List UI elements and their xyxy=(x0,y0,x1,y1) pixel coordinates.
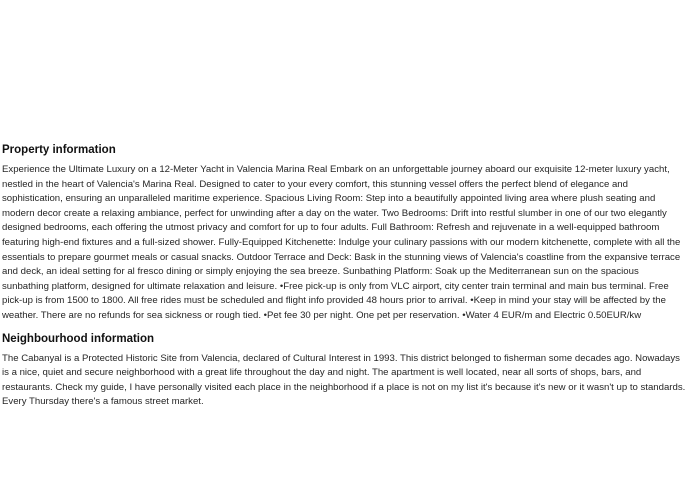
neighbourhood-information-text: The Cabanyal is a Protected Historic Site from Valencia, declared of Cultural Interest in 1993. This district belonged to fisherman some decades ago. Nowadays is a nice, quiet and secure neighborhood with a great life throughout the day and night. The apartment is well located, near all sorts of shops, bars, and restaurants. Check my guide, I have personally visited each place in the neighborhood if a place is not on my list it's because it's new or it wasn't up to standards. Every Thursday there's a famous street market. xyxy=(2,352,686,408)
property-information-section xyxy=(2,143,688,324)
property-information-text: Experience the Ultimate Luxury on a 12-Meter Yacht in Valencia Marina Real Embark on an unforgettable journey aboard our exquisite 12-meter luxury yacht, nestled in the heart of Valencia's Marina Real. Designed to cater to your every comfort, this stunning vessel offers the perfect blend of elegance and sophistication, ensuring an unparalleled maritime experience. Spacious Living Room: Step into a beautifully appointed living area where plush seating and modern decor create a relaxing ambiance, perfect for unwinding after a day on the water. Two Bedrooms: Drift into restful slumber in one of our two elegantly designed bedrooms, each offering the utmost privacy and comfort for up to four adults. Full Bathroom: Refresh and rejuvenate in a well-equipped bathroom featuring high-end fixtures and a full-sized shower. Fully-Equipped Kitchenette: Indulge your culinary passions with our modern kitchenette, complete with all the essentials to prepare gourmet meals or casual snacks. Outdoor Terrace and Deck: Bask in the stunning views of Valencia's coastline from the expansive terrace and deck, an ideal setting for al fresco dining or simply enjoying the sea breeze. Sunbathing Platform: Soak up the Mediterranean sun on the spacious sunbathing platform, designed for ultimate relaxation and leisure. •Free pick-up is only from VLC airport, city center train terminal and main bus terminal. Free pick-up is from 1500 to 1800. All free rides must be scheduled and flight info provided 48 hours prior to arrival. •Keep in mind your stay will be affected by the weather. There are no refunds for sea sickness or rough tied. •Pet fee 30 per night. One pet per reservation. •Water 4 EUR/m and Electric 0.50EUR/kw xyxy=(2,164,681,321)
neighbourhood-information-section xyxy=(2,332,688,410)
property-information-heading: Property information xyxy=(2,144,116,156)
neighbourhood-information-heading: Neighbourhood information xyxy=(2,332,155,345)
